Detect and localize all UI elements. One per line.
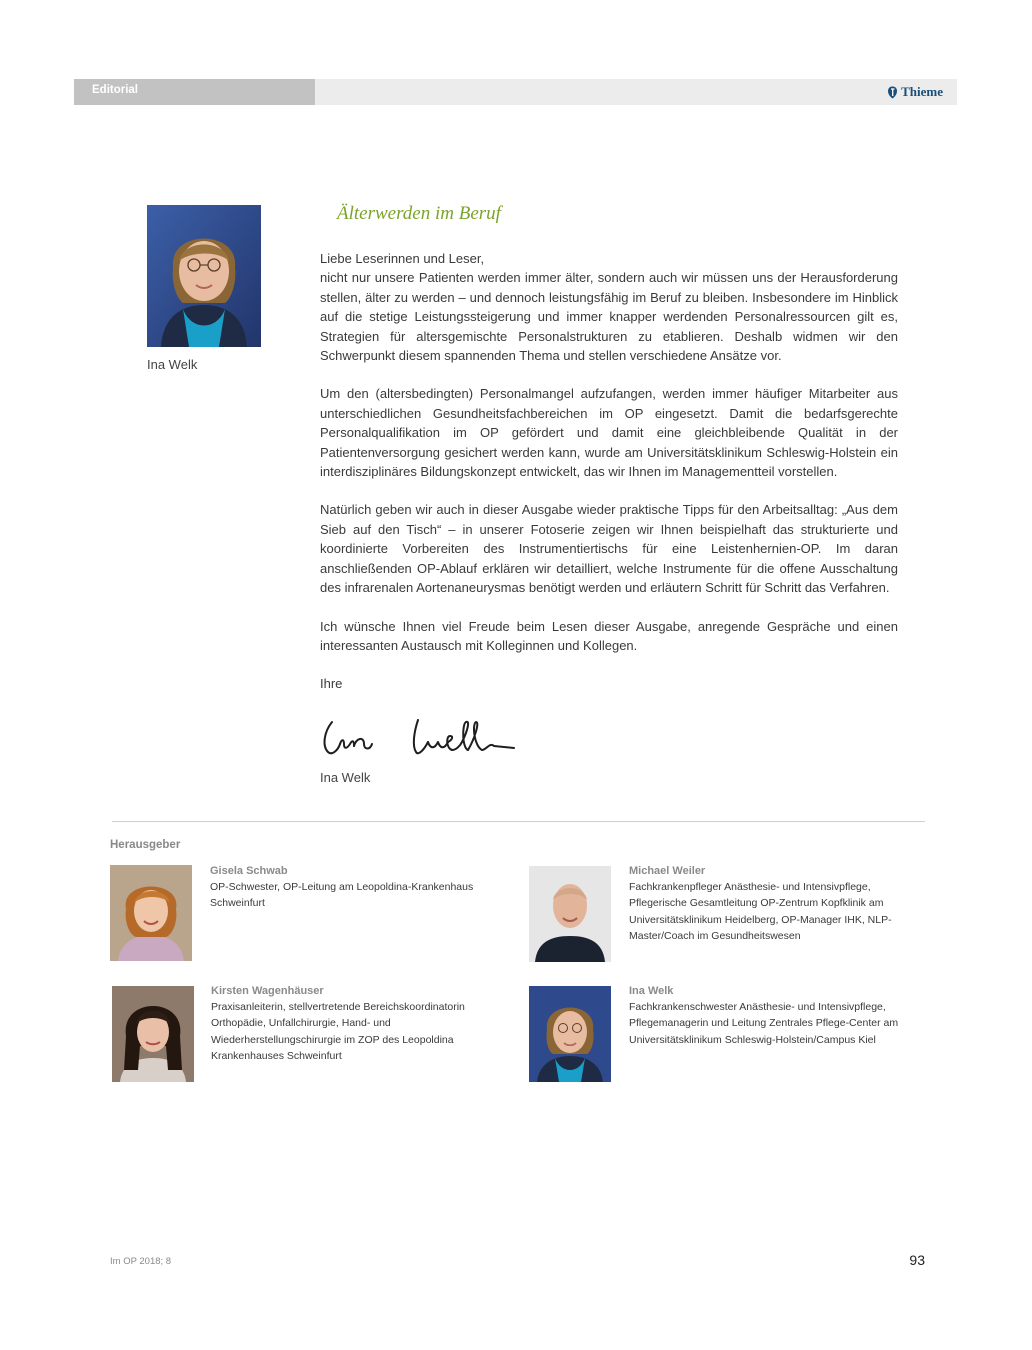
paragraph-2: Um den (altersbedingten) Personalmangel aufzufangen, werden immer häufiger Mitarbeiter aus unterschiedlichen Gesundheitsfachbereichen im OP eingesetzt. Damit die bedarfsgerechte Personalqualifikation im OP gefördert und damit eine gleichbleibende Qualität in der Patientenversorgung gesichert werden kann, wurde am Universitätsklinikum Schleswig-Holstein ein interdisziplinäres Bildungskonzept entwickelt, das wir Ihnen im Managementteil vorstellen. xyxy=(320,386,898,480)
article-title: Älterwerden im Beruf xyxy=(337,203,501,224)
editor-photo xyxy=(529,866,611,962)
section-divider xyxy=(112,821,925,822)
editor-photo xyxy=(112,986,194,1082)
editor-name: Michael Weiler xyxy=(629,865,706,877)
editor-entry xyxy=(210,863,508,912)
section-tab xyxy=(74,79,315,105)
brand-name: Thieme xyxy=(901,84,943,99)
editor-description: OP-Schwester, OP-Leitung am Leopoldina-Krankenhaus Schweinfurt xyxy=(210,881,474,910)
paragraph-4: Ich wünsche Ihnen viel Freude beim Lesen dieser Ausgabe, anregende Gespräche und einen interessanten Austausch mit Kolleginnen und Kollegen. xyxy=(320,618,898,653)
brand xyxy=(887,84,943,100)
editor-name: Ina Welk xyxy=(629,985,674,997)
editor-photo xyxy=(110,865,192,961)
editor-description: Praxisanleiterin, stellvertretende Bereichskoordinatorin Orthopädie, Unfallchirurgie, Hand- und Wiederherstellungschirurgie im ZOP des Leopoldina Krankenhauses Schweinfurt xyxy=(211,1001,465,1062)
editor-name: Kirsten Wagenhäuser xyxy=(211,985,324,997)
signature-name: Ina Welk xyxy=(320,770,371,785)
handwritten-signature xyxy=(318,712,518,760)
editor-entry xyxy=(629,863,926,944)
page-number: 93 xyxy=(909,1252,925,1268)
paragraph-intro xyxy=(320,249,898,365)
editor-description: Fachkrankenschwester Anästhesie- und Intensivpflege, Pflegemanagerin und Leitung Zentrales Pflege-Center am Universitätsklinikum Schleswig-Holstein/Campus Kiel xyxy=(629,1001,899,1046)
thieme-logo-icon xyxy=(887,86,898,99)
footer-citation: Im OP 2018; 8 xyxy=(110,1256,172,1267)
editor-photo xyxy=(529,986,611,1082)
section-label: Editorial xyxy=(92,84,139,96)
editor-name: Gisela Schwab xyxy=(210,865,288,877)
author-caption: Ina Welk xyxy=(147,357,198,372)
editors-heading: Herausgeber xyxy=(110,839,181,851)
paragraph-1: nicht nur unsere Patienten werden immer älter, sondern auch wir müssen uns der Herausforderung stellen, älter zu werden – und dennoch leistungsfähig im Beruf zu bleiben. Insbesondere im Hinblick auf die stetige Leistungssteigerung und immer knapper werdenden Personalressourcen gilt es, Strategien für altersgemischte Personalstrukturen zu etablieren. Deshalb widmen wir den Schwerpunkt diesem spannenden Thema und stellen verschiedene Ansätze vor. xyxy=(320,270,898,364)
closing: Ihre xyxy=(320,676,343,692)
editor-entry xyxy=(211,983,508,1064)
header-bar xyxy=(74,79,957,105)
article-body xyxy=(320,249,898,694)
paragraph-3: Natürlich geben wir auch in dieser Ausgabe wieder praktische Tipps für den Arbeitsalltag: „Aus dem Sieb auf den Tisch“ – in unserer Fotoserie zeigen wir Ihnen beispielhaft das strukturierte und koordinierte Vorbereiten des Instrumentiertischs für eine Leistenhernien-OP. Im daran anschließenden OP-Ablauf erklären wir detailliert, welche Instrumente für die offene Ausschaltung des infrarenalen Aortenaneurysmas benötigt werden und erläutern Schritt für Schritt das Verfahren. xyxy=(320,502,898,596)
editor-description: Fachkrankenpfleger Anästhesie- und Intensivpflege, Pflegerische Gesamtleitung OP-Zentrum Kopfklinik am Universitätsklinikum Heidelberg, OP-Manager IHK, NLP-Master/Coach im Gesundheitswesen xyxy=(629,881,892,942)
author-photo xyxy=(147,205,261,347)
editor-entry xyxy=(629,983,926,1048)
salutation: Liebe Leserinnen und Leser, xyxy=(320,251,485,266)
